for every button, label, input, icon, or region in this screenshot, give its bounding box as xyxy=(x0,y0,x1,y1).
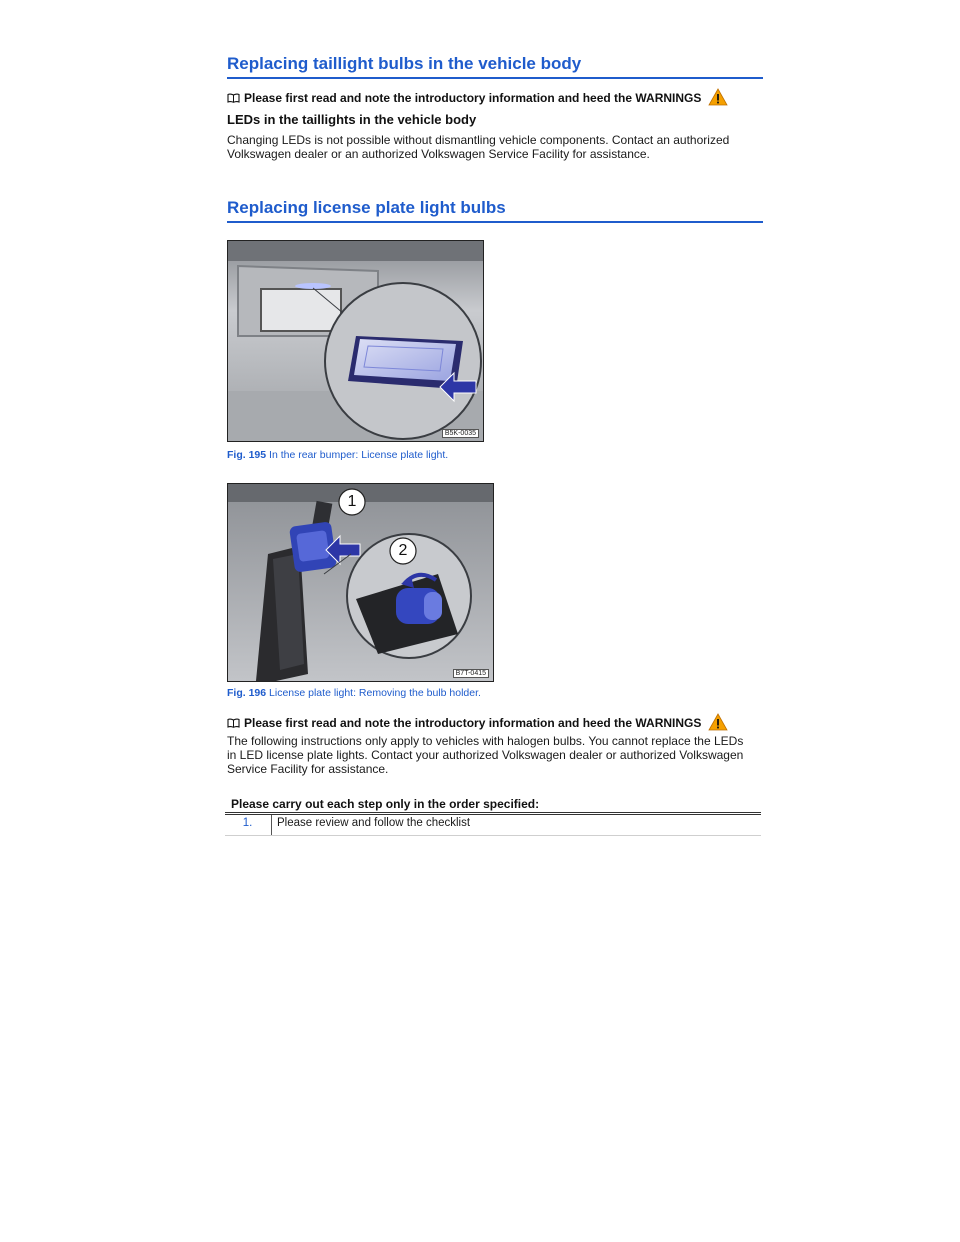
figure-195-image xyxy=(227,240,484,442)
section-title-license-plate: Replacing license plate light bulbs xyxy=(227,198,763,223)
halogen-paragraph: The following instructions only apply to vehicles with halogen bulbs. You cannot replace the LEDs in LED license plate lights. Contact your authorized Volkswagen dealer or authorized Volkswagen Service Facility for assistance. xyxy=(227,734,744,776)
section-title-taillight: Replacing taillight bulbs in the vehicle body xyxy=(227,54,763,79)
steps-title: Please carry out each step only in the order specified: xyxy=(231,797,540,811)
leds-paragraph: Changing LEDs is not possible without dismantling vehicle components. Contact an authorized Volkswagen dealer or an authorized Volkswagen Service Facility for assistance. xyxy=(227,133,730,161)
intro-note-2-text: Please first read and note the introductory information and heed the WARNINGS xyxy=(244,716,702,730)
figure-196-label: Fig. 196 xyxy=(227,687,267,699)
intro-note-text: Please first read and note the introductory information and heed the WARNINGS xyxy=(244,91,702,105)
figure-196-code: B7T-0415 xyxy=(453,669,489,678)
figure-195-code: B5K-0035 xyxy=(442,429,479,438)
leds-subheading: LEDs in the taillights in the vehicle body xyxy=(227,112,477,127)
figure-196-image xyxy=(227,483,494,682)
figure-196-caption xyxy=(227,687,481,699)
warning-triangle-icon[interactable] xyxy=(708,713,728,734)
step-row xyxy=(225,815,761,836)
warning-triangle-icon[interactable] xyxy=(708,88,728,109)
callout-1: 1 xyxy=(347,493,357,510)
book-icon xyxy=(227,717,240,731)
callout-2: 2 xyxy=(398,542,408,559)
figure-195-caption-text: In the rear bumper: License plate light. xyxy=(269,449,449,461)
figure-196-caption-text: License plate light: Removing the bulb holder. xyxy=(269,687,481,699)
figure-195-label: Fig. 195 xyxy=(227,449,267,461)
step-text: Please review and follow the checklist xyxy=(277,817,471,829)
intro-note xyxy=(227,88,728,109)
figure-195-caption xyxy=(227,449,448,461)
step-number: 1. xyxy=(242,817,253,829)
intro-note-2 xyxy=(227,713,728,734)
book-icon xyxy=(227,92,240,106)
step-divider xyxy=(271,815,272,835)
